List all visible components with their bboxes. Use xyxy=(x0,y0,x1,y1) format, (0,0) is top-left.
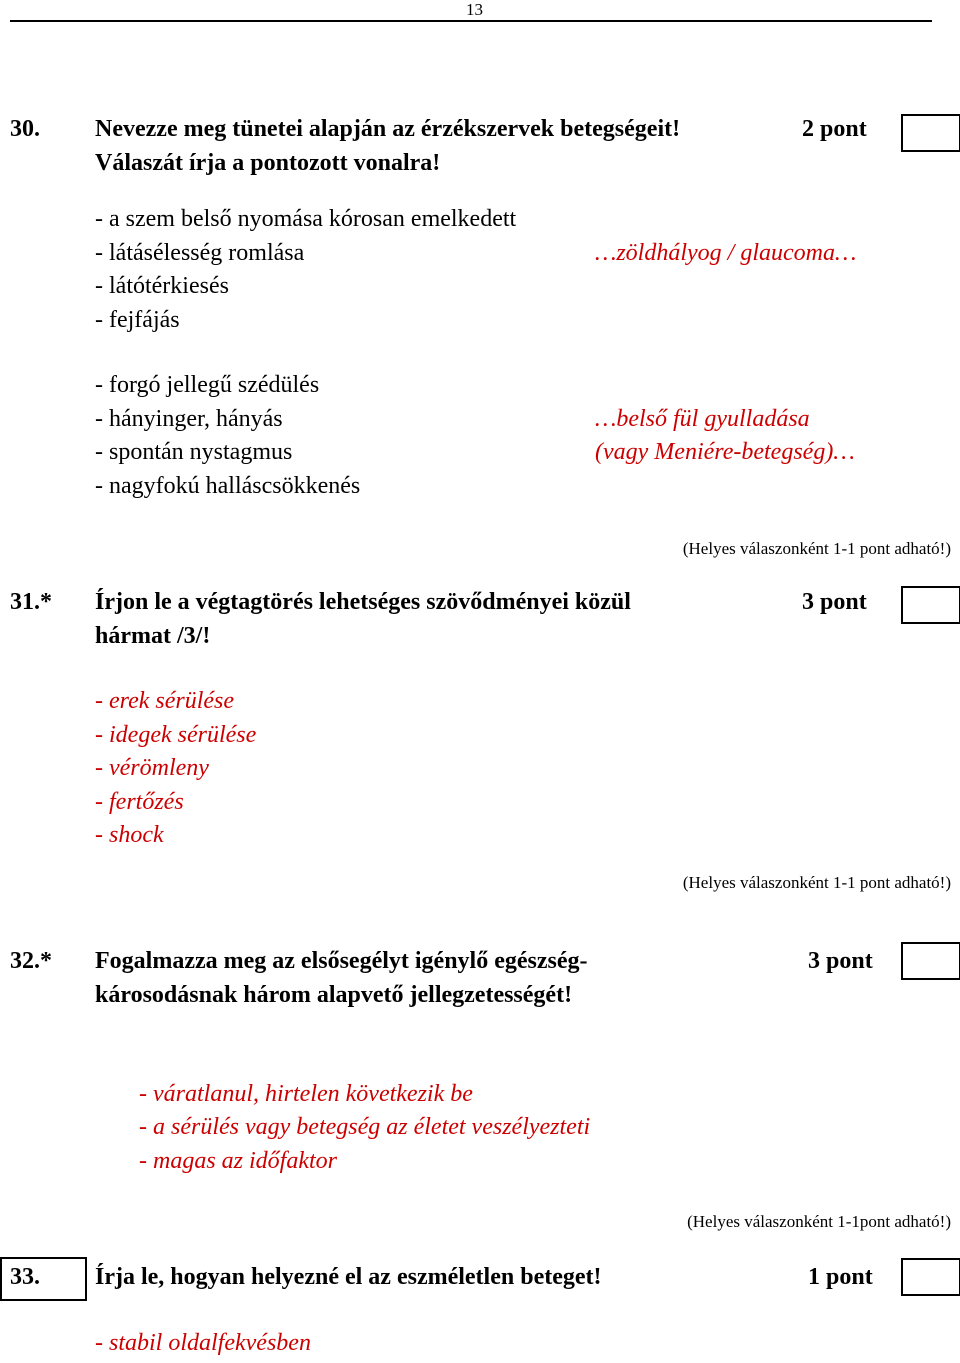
q31-number: 31.* xyxy=(10,589,52,615)
q30-symptom: - látótérkiesés xyxy=(95,273,229,299)
q33-number: 33. xyxy=(10,1264,40,1290)
q31-points: 3 pont xyxy=(802,589,867,615)
q31-scoring-note: (Helyes válaszonként 1-1 pont adható!) xyxy=(682,873,951,892)
answer-text: zöldhályog / glaucoma xyxy=(616,240,835,266)
answer-text: belső fül gyulladása xyxy=(616,406,810,432)
q32-answer: - váratlanul, hirtelen következik be xyxy=(139,1081,473,1107)
q32-score-box[interactable] xyxy=(901,942,960,980)
q32-number: 32.* xyxy=(10,948,52,974)
q30-scoring-note: (Helyes válaszonként 1-1 pont adható!) xyxy=(682,539,951,558)
dots-leader: … xyxy=(595,240,617,266)
q30-number: 30. xyxy=(10,116,40,142)
q33-points: 1 pont xyxy=(808,1264,873,1290)
q30-symptom: - spontán nystagmus xyxy=(95,439,293,465)
q31-answer: - shock xyxy=(95,822,164,848)
q31-score-box[interactable] xyxy=(901,586,960,624)
dots-leader: … xyxy=(595,406,617,432)
page-number: 13 xyxy=(466,0,483,19)
q32-answer: - a sérülés vagy betegség az életet veszélyezteti xyxy=(139,1114,591,1140)
q30-symptom: - látásélesség romlása xyxy=(95,240,305,266)
q33-title: Írja le, hogyan helyezné el az eszméletlen beteget! xyxy=(95,1264,602,1290)
q30-answer-1 xyxy=(595,240,856,267)
q31-answer: - idegek sérülése xyxy=(95,722,257,748)
q32-title-line1: Fogalmazza meg az elsősegélyt igénylő egészség- xyxy=(95,948,588,974)
q30-answer-2-line2 xyxy=(595,439,855,466)
q30-symptom: - fejfájás xyxy=(95,307,180,333)
q31-answer: - fertőzés xyxy=(95,789,184,815)
dots-leader: … xyxy=(835,240,857,266)
q33-answer: - stabil oldalfekvésben xyxy=(95,1330,311,1356)
q31-answer: - erek sérülése xyxy=(95,688,235,714)
q30-symptom: - forgó jellegű szédülés xyxy=(95,372,320,398)
q31-title-line2: hármat /3/! xyxy=(95,623,211,649)
q32-points: 3 pont xyxy=(808,948,873,974)
q32-scoring-note: (Helyes válaszonként 1-1pont adható!) xyxy=(687,1212,951,1231)
q30-score-box[interactable] xyxy=(901,114,960,152)
dots-leader: … xyxy=(833,439,855,465)
header-rule xyxy=(10,20,932,22)
answer-text: (vagy Meniére-betegség) xyxy=(595,439,834,465)
q33-score-box[interactable] xyxy=(901,1258,960,1296)
q31-title-line1: Írjon le a végtagtörés lehetséges szövődményei közül xyxy=(95,589,631,615)
q30-title-line1: Nevezze meg tünetei alapján az érzékszervek betegségeit! xyxy=(95,116,681,142)
q30-symptom: - a szem belső nyomása kórosan emelkedett xyxy=(95,206,517,232)
q30-title-line2: Válaszát írja a pontozott vonalra! xyxy=(95,150,441,176)
q30-symptom: - hányinger, hányás xyxy=(95,406,283,432)
q32-title-line2: károsodásnak három alapvető jellegzetességét! xyxy=(95,982,573,1008)
q30-points: 2 pont xyxy=(802,116,867,142)
q31-answer: - vérömleny xyxy=(95,755,209,781)
q30-symptom: - nagyfokú halláscsökkenés xyxy=(95,473,361,499)
q32-answer: - magas az időfaktor xyxy=(139,1148,337,1174)
q30-answer-2-line1 xyxy=(595,406,810,433)
